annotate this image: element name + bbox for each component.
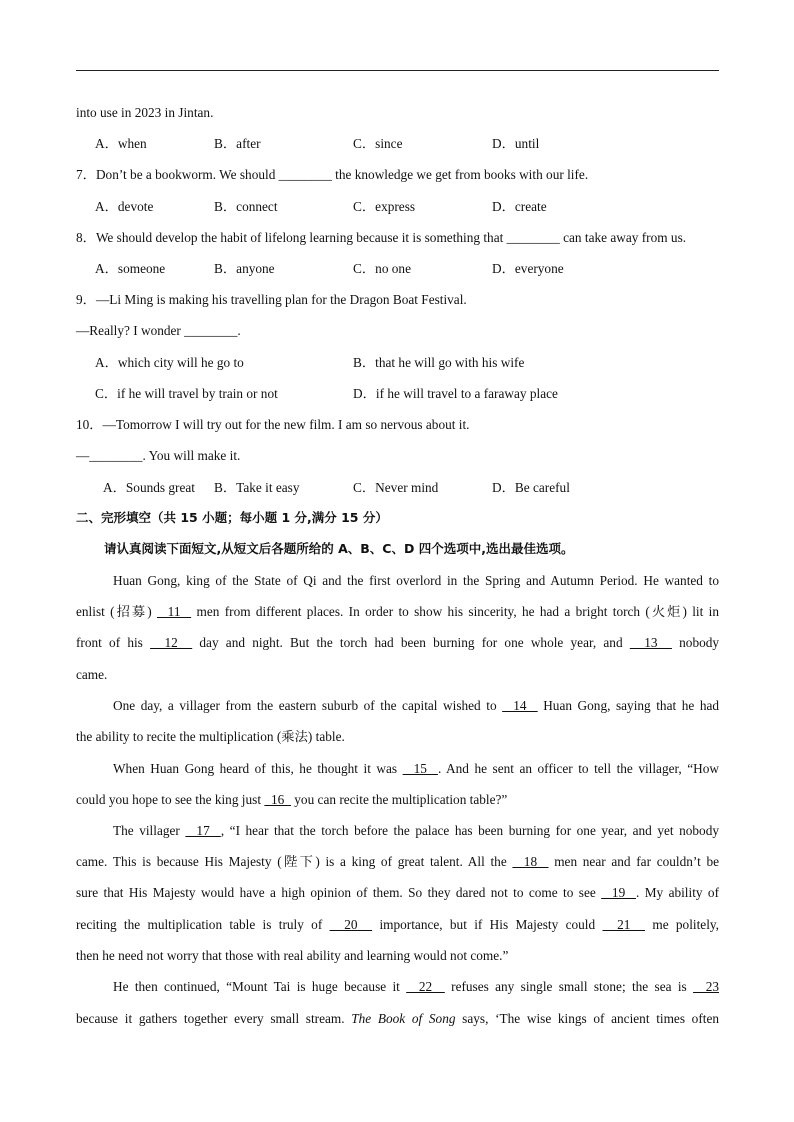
passage-line: reciting the multiplication table is truly of 20 importance, but if His Majesty could 21 me politely, — [76, 917, 719, 932]
header-rule — [76, 70, 719, 71]
passage-line: One day, a villager from the eastern suburb of the capital wished to 14 Huan Gong, saying that he had — [113, 698, 720, 713]
q9-option-c: C．if he will travel by train or not — [95, 386, 278, 401]
q8-option-b: B．anyone — [214, 261, 275, 276]
passage-line: then he need not worry that those with real ability and learning would not come.” — [76, 948, 509, 963]
blank-15: 15 — [402, 761, 438, 776]
q6-text: into use in 2023 in Jintan. — [76, 105, 214, 120]
blank-22: 22 — [406, 979, 445, 994]
q9-line-2: —Really? I wonder ________. — [76, 323, 241, 338]
passage-line: because it gathers together every small stream. The Book of Song says, ‘The wise kings of ancient times often — [76, 1011, 720, 1026]
q10-option-a: A．Sounds great — [103, 480, 195, 495]
q7-option-b: B．connect — [214, 199, 278, 214]
passage-line: enlist (招募) 11 men from different places. In order to show his sincerity, he had a bright torch (火炬) lit in — [76, 604, 720, 619]
blank-14: 14 — [502, 698, 538, 713]
blank-23: 23 — [693, 979, 719, 994]
passage-line: He then continued, “Mount Tai is huge because it 22 refuses any single small stone; the sea is 23 — [113, 979, 719, 994]
passage-line: The villager 17 , “I hear that the torch before the palace has been burning for one year, and yet nobody — [113, 823, 720, 838]
section-instruction: 请认真阅读下面短文,从短文后各题所给的 A、B、C、D 四个选项中,选出最佳选项。 — [104, 541, 574, 556]
q9-option-a: A．which city will he go to — [95, 355, 244, 370]
section-title: 二、完形填空（共 15 小题；每小题 1 分,满分 15 分） — [76, 510, 388, 525]
passage-line: Huan Gong, king of the State of Qi and the first overlord in the Spring and Autumn Period. He wanted to — [113, 573, 719, 588]
passage-line: front of his 12 day and night. But the torch had been burning for one whole year, and 13 nobody — [76, 635, 720, 650]
q6-option-d: D．until — [492, 136, 540, 151]
q8-option-a: A．someone — [95, 261, 166, 276]
q9-option-b: B．that he will go with his wife — [353, 355, 525, 370]
passage-line: came. This is because His Majesty (陛下) is a king of great talent. All the 18 men near and far couldn’t be — [76, 854, 720, 869]
q6-option-c: C．since — [353, 136, 403, 151]
blank-12: 12 — [150, 635, 193, 650]
q7-option-d: D．create — [492, 199, 547, 214]
q10-line-2: —________. You will make it. — [76, 448, 241, 463]
blank-13: 13 — [629, 635, 672, 650]
q10-option-d: D．Be careful — [492, 480, 570, 495]
passage-line: the ability to recite the multiplication (乘法) table. — [76, 729, 345, 744]
q10-option-c: C．Never mind — [353, 480, 439, 495]
blank-19: 19 — [601, 885, 636, 900]
blank-20: 20 — [329, 917, 373, 932]
passage-line: sure that His Majesty would have a high opinion of them. So they dared not to come to see 19 . My ability of — [76, 885, 720, 900]
passage-line: came. — [76, 667, 108, 682]
q8-option-d: D．everyone — [492, 261, 564, 276]
blank-17: 17 — [185, 823, 221, 838]
q7-option-a: A．devote — [95, 199, 154, 214]
passage-line: could you hope to see the king just 16 you can recite the multiplication table?” — [76, 792, 508, 807]
book-title: The Book of Song — [351, 1011, 456, 1026]
q7-text: 7．Don’t be a bookworm. We should ________ the knowledge we get from books with our life. — [76, 167, 589, 182]
blank-21: 21 — [602, 917, 646, 932]
blank-16: 16 — [264, 792, 291, 807]
q8-option-c: C．no one — [353, 261, 411, 276]
q10-line-1: 10．—Tomorrow I will try out for the new film. I am so nervous about it. — [76, 417, 470, 432]
q8-text: 8．We should develop the habit of lifelong learning because it is something that ________ can take away from us. — [76, 230, 687, 245]
blank-18: 18 — [512, 854, 549, 869]
q9-option-d: D．if he will travel to a faraway place — [353, 386, 558, 401]
q9-line-1: 9．—Li Ming is making his travelling plan for the Dragon Boat Festival. — [76, 292, 467, 307]
blank-11: 11 — [156, 604, 192, 619]
q6-option-b: B．after — [214, 136, 261, 151]
q10-option-b: B．Take it easy — [214, 480, 300, 495]
passage-line: When Huan Gong heard of this, he thought it was 15 . And he sent an officer to tell the villager, “How — [113, 761, 719, 776]
q7-option-c: C．express — [353, 199, 416, 214]
q6-option-a: A．when — [95, 136, 147, 151]
